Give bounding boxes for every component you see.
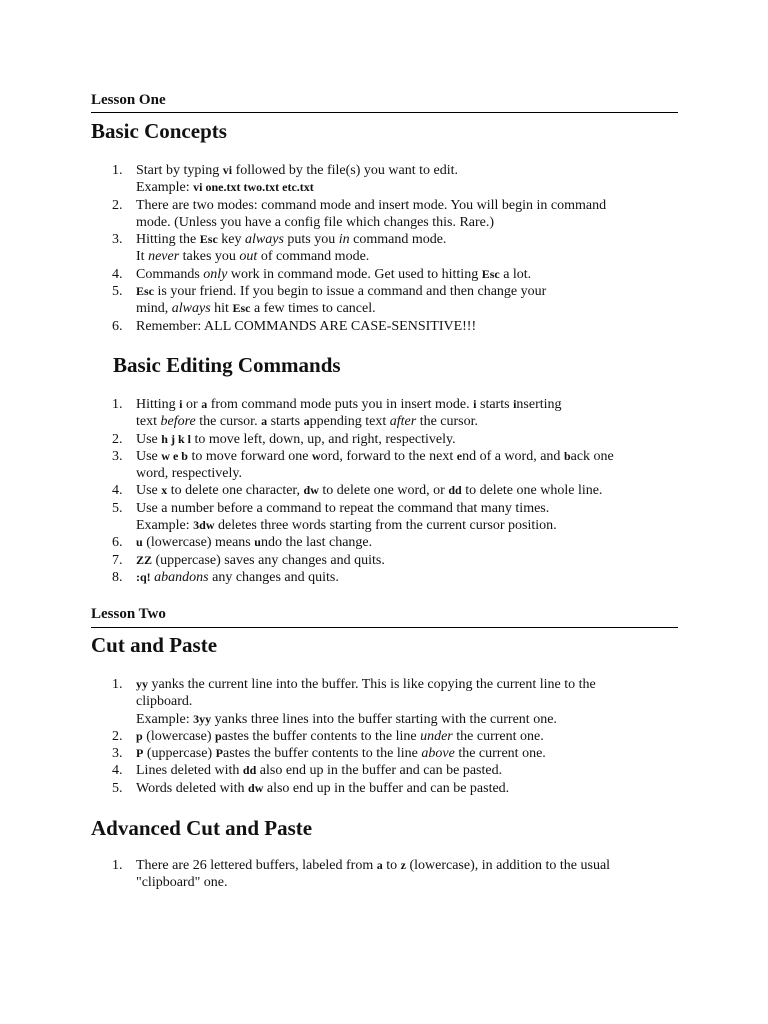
list-item-number: 3. xyxy=(112,232,123,248)
body-text: Use a number before a command to repeat the command that many times. xyxy=(136,500,550,516)
emphasis-text: above xyxy=(421,746,455,762)
list-item xyxy=(91,762,678,779)
list-item-line xyxy=(136,179,678,196)
body-text: Remember: ALL COMMANDS ARE CASE-SENSITIVE!!! xyxy=(136,318,477,334)
body-text: Example: xyxy=(136,711,194,727)
list-item-line xyxy=(136,283,678,300)
command-key: P xyxy=(136,746,144,761)
body-text: Use xyxy=(136,448,162,464)
list-item-number: 1. xyxy=(112,677,123,692)
list-item-number: 6. xyxy=(112,535,123,551)
emphasis-text: never xyxy=(148,249,180,265)
body-text: (uppercase) saves any changes and quits. xyxy=(152,552,385,568)
list-item-line xyxy=(136,431,678,448)
basic-editing-heading: Basic Editing Commands xyxy=(113,353,341,377)
list-item-line xyxy=(136,300,678,317)
list-item-line xyxy=(136,248,678,265)
body-text: (uppercase) xyxy=(143,746,216,762)
list-item xyxy=(91,283,678,318)
emphasis-text: after xyxy=(389,414,417,430)
body-text: Use xyxy=(136,431,162,447)
list-item-line xyxy=(136,676,678,693)
body-text: command mode. xyxy=(349,232,447,248)
command-key: 3dw xyxy=(193,518,215,533)
list-item xyxy=(91,396,678,431)
list-item xyxy=(91,745,678,762)
list-item-line xyxy=(136,162,678,179)
list-item-number: 5. xyxy=(112,780,123,796)
list-item-line xyxy=(136,745,678,762)
body-text: Use xyxy=(136,483,162,499)
list-item-line xyxy=(136,762,678,779)
body-text: also end up in the buffer and can be pasted. xyxy=(256,763,503,779)
command-key: Esc xyxy=(232,301,251,316)
body-text: text xyxy=(136,414,161,430)
list-item-line xyxy=(136,874,678,891)
command-key: u xyxy=(136,535,143,550)
body-text: also end up in the buffer and can be pasted. xyxy=(263,780,510,796)
command-key: a xyxy=(201,397,208,411)
list-item-number: 5. xyxy=(112,500,123,516)
list-item-line xyxy=(136,711,678,728)
command-key: a xyxy=(303,414,310,429)
body-text: any changes and quits. xyxy=(208,569,339,585)
body-text: to delete one word, or xyxy=(318,483,449,499)
command-key: x xyxy=(161,483,168,498)
list-item xyxy=(91,780,678,797)
body-text: There are two modes: command mode and insert mode. You will begin in command xyxy=(136,197,607,213)
body-text: clipboard. xyxy=(136,694,193,710)
command-key: p xyxy=(214,728,222,743)
list-item-line xyxy=(136,266,678,283)
command-key: dw xyxy=(303,483,319,498)
lesson-two-label: Lesson Two xyxy=(91,606,166,622)
command-key: dw xyxy=(248,780,264,795)
body-text: is your friend. If you begin to issue a command and then change your xyxy=(154,284,547,300)
body-text: followed by the file(s) you want to edit. xyxy=(232,163,458,178)
basic-concepts-list xyxy=(91,162,678,335)
body-text: (lowercase) means xyxy=(142,535,255,551)
emphasis-text: before xyxy=(160,414,196,430)
list-item-number: 1. xyxy=(112,397,123,412)
advanced-cut-and-paste-heading: Advanced Cut and Paste xyxy=(91,816,313,840)
emphasis-text: always xyxy=(171,301,211,317)
list-item-number: 1. xyxy=(112,163,123,178)
list-item-number: 4. xyxy=(112,483,123,499)
list-item-number: 2. xyxy=(112,197,123,213)
emphasis-text: under xyxy=(420,728,453,744)
command-key: i xyxy=(513,397,517,411)
list-item-number: 7. xyxy=(112,552,123,568)
list-item-number: 2. xyxy=(112,728,123,744)
body-text: from command mode puts you in insert mode. xyxy=(207,397,474,412)
body-text: or xyxy=(182,397,202,412)
body-text: ord, forward to the next xyxy=(320,448,457,464)
list-item-number: 4. xyxy=(112,763,123,779)
body-text: (lowercase) xyxy=(142,728,215,744)
list-item-line xyxy=(136,197,678,214)
lesson-one-divider xyxy=(91,112,678,113)
list-item-line xyxy=(136,500,678,517)
list-item-number: 8. xyxy=(112,569,123,585)
body-text: Hitting the xyxy=(136,232,200,248)
list-item-line xyxy=(136,693,678,710)
body-text: puts you xyxy=(283,232,339,248)
emphasis-text: only xyxy=(203,266,228,282)
emphasis-text: always xyxy=(245,232,284,248)
body-text: work in command mode. Get used to hitting xyxy=(227,266,482,282)
basic-concepts-heading: Basic Concepts xyxy=(91,119,227,143)
body-text: Example: xyxy=(136,180,194,196)
list-item-line xyxy=(136,231,678,248)
emphasis-text: in xyxy=(338,232,350,248)
command-key: dd xyxy=(242,763,257,778)
command-key: p xyxy=(136,728,143,743)
body-text: astes the buffer contents to the line xyxy=(222,746,422,762)
list-item xyxy=(91,197,678,232)
list-item-line xyxy=(136,728,678,745)
body-text: Hitting xyxy=(136,397,180,412)
list-item xyxy=(91,482,678,499)
body-text: Commands xyxy=(136,266,204,282)
command-key: ZZ xyxy=(136,552,153,567)
body-text: to move forward one xyxy=(187,448,312,464)
emphasis-text: abandons xyxy=(154,569,209,585)
body-text: nserting xyxy=(516,397,562,412)
body-text: word, respectively. xyxy=(136,466,242,482)
basic-editing-list xyxy=(91,396,678,586)
list-item xyxy=(91,231,678,266)
body-text: mode. (Unless you have a config file which changes this. Rare.) xyxy=(136,214,495,230)
lesson-one-label: Lesson One xyxy=(91,92,166,108)
command-key: h j k l xyxy=(161,431,191,446)
list-item-line xyxy=(136,569,678,586)
body-text: astes the buffer contents to the line xyxy=(221,728,421,744)
command-key: :q! xyxy=(136,569,151,584)
body-text: ndo the last change. xyxy=(260,535,373,551)
body-text: the cursor. xyxy=(195,414,262,430)
list-item xyxy=(91,728,678,745)
body-text: a lot. xyxy=(499,266,532,282)
list-item-line xyxy=(136,552,678,569)
command-key: a xyxy=(376,858,383,872)
list-item-line xyxy=(136,780,678,797)
body-text: starts xyxy=(267,414,304,430)
list-item-line xyxy=(136,857,678,874)
command-key: P xyxy=(215,746,223,761)
body-text: key xyxy=(217,232,245,248)
list-item-number: 1. xyxy=(112,858,123,873)
list-item xyxy=(91,266,678,283)
list-item-number: 4. xyxy=(112,266,123,282)
list-item xyxy=(91,676,678,728)
command-key: w e b xyxy=(161,448,188,463)
body-text: the current one. xyxy=(454,746,546,762)
body-text: to xyxy=(382,858,401,873)
body-text: "clipboard" one. xyxy=(136,875,228,891)
list-item-line xyxy=(136,517,678,534)
body-text: It xyxy=(136,249,149,265)
list-item xyxy=(91,857,678,892)
list-item xyxy=(91,448,678,483)
list-item-line xyxy=(136,396,678,413)
body-text: Start by typing xyxy=(136,163,223,178)
body-text: Lines deleted with xyxy=(136,763,243,779)
body-text: of command mode. xyxy=(257,249,370,265)
lesson-two-divider xyxy=(91,627,678,628)
body-text: There are 26 lettered buffers, labeled from xyxy=(136,858,377,873)
command-key: Esc xyxy=(136,284,154,299)
body-text: the current one. xyxy=(452,728,544,744)
command-key: i xyxy=(179,397,183,411)
body-text: yanks the current line into the buffer. This is like copying the current line to the xyxy=(148,677,596,692)
list-item-number: 5. xyxy=(112,284,123,300)
command-key: w xyxy=(311,448,321,463)
advanced-cut-and-paste-list xyxy=(91,857,678,892)
body-text: nd of a word, and xyxy=(462,448,564,464)
list-item xyxy=(91,534,678,551)
body-text: Example: xyxy=(136,518,194,534)
list-item xyxy=(91,431,678,448)
cut-and-paste-list xyxy=(91,676,678,797)
list-item-line xyxy=(136,534,678,551)
command-key: 3yy xyxy=(193,711,212,726)
body-text: deletes three words starting from the current cursor position. xyxy=(214,518,557,534)
list-item xyxy=(91,318,678,335)
cut-and-paste-heading: Cut and Paste xyxy=(91,633,218,657)
list-item-line xyxy=(136,482,678,499)
body-text: hit xyxy=(210,301,233,317)
body-text: to delete one character, xyxy=(167,483,304,499)
body-text: Words deleted with xyxy=(136,780,249,796)
body-text: (lowercase), in addition to the usual xyxy=(405,858,611,873)
list-item xyxy=(91,500,678,535)
body-text: the cursor. xyxy=(416,414,479,430)
command-key: a xyxy=(261,414,268,429)
command-key: i xyxy=(473,397,477,411)
command-key: vi one.txt two.txt etc.txt xyxy=(193,180,314,195)
command-key: Esc xyxy=(481,266,500,281)
body-text: ppending text xyxy=(309,414,390,430)
body-text: takes you xyxy=(179,249,240,265)
body-text: ack one xyxy=(570,448,614,464)
list-item-line xyxy=(136,465,678,482)
body-text: yanks three lines into the buffer starting with the current one. xyxy=(211,711,557,727)
body-text: to delete one whole line. xyxy=(461,483,603,499)
command-key: z xyxy=(400,858,406,872)
list-item xyxy=(91,162,678,197)
list-item xyxy=(91,569,678,586)
body-text: to move left, down, up, and right, respectively. xyxy=(190,431,456,447)
command-key: e xyxy=(456,448,463,463)
body-text: a few times to cancel. xyxy=(250,301,376,317)
command-key: dd xyxy=(448,483,462,498)
command-key: yy xyxy=(136,677,148,691)
command-key: vi xyxy=(222,163,233,177)
list-item-number: 6. xyxy=(112,318,123,334)
list-item xyxy=(91,552,678,569)
command-key: b xyxy=(563,448,571,463)
body-text: mind, xyxy=(136,301,172,317)
list-item-number: 3. xyxy=(112,746,123,762)
list-item-line xyxy=(136,214,678,231)
list-item-line xyxy=(136,413,678,430)
emphasis-text: out xyxy=(239,249,258,265)
command-key: u xyxy=(254,535,261,550)
body-text: starts xyxy=(476,397,514,412)
list-item-number: 2. xyxy=(112,431,123,447)
list-item-line xyxy=(136,318,678,335)
list-item-line xyxy=(136,448,678,465)
list-item-number: 3. xyxy=(112,448,123,464)
command-key: Esc xyxy=(199,232,218,247)
